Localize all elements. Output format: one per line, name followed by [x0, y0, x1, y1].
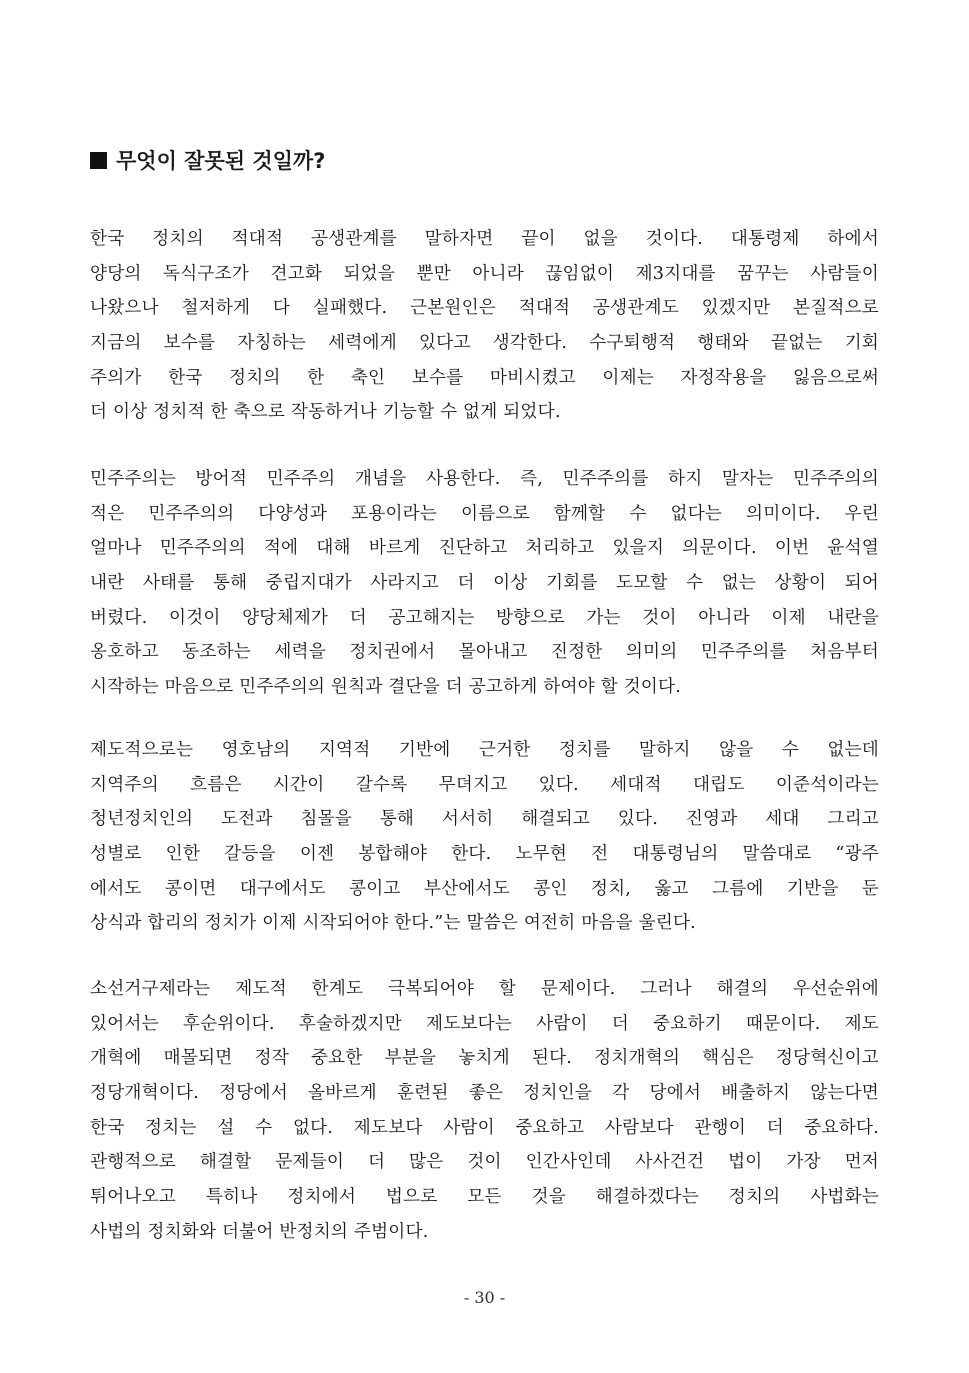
paragraph-line: 한국 정치는 설 수 없다. 제도보다 사람이 중요하고 사람보다 관행이 더 중요하다.	[90, 1117, 879, 1138]
paragraph-line: 튀어나오고 특히나 정치에서 법으로 모든 것을 해결하겠다는 정치의 사법화는	[90, 1187, 879, 1208]
section-heading-text: 무엇이 잘못된 것일까?	[116, 149, 326, 173]
paragraph-line: 청년정치인의 도전과 침몰을 통해 서서히 해결되고 있다. 진영과 세대 그리고	[90, 809, 879, 830]
paragraph-line: 양당의 독식구조가 견고화 되었을 뿐만 아니라 끊임없이 제3지대를 꿈꾸는 사람들이	[90, 263, 879, 284]
paragraph-line: 상식과 합리의 정치가 이제 시작되어야 한다.”는 말씀은 여전히 마음을 울린다.	[90, 913, 696, 934]
paragraph-line: 있어서는 후순위이다. 후술하겠지만 제도보다는 사람이 더 중요하기 때문이다. 제도	[90, 1013, 879, 1034]
paragraph-3	[90, 733, 879, 941]
paragraph-line: 제도적으로는 영호남의 지역적 기반에 근거한 정치를 말하지 않을 수 없는데	[90, 740, 879, 760]
black-square-bullet-icon	[90, 152, 107, 169]
paragraph-line: 얼마나 민주주의의 적에 대해 바르게 진단하고 처리하고 있을지 의문이다. 이번 윤석열	[90, 538, 879, 559]
paragraph-line: 관행적으로 해결할 문제들이 더 많은 것이 인간사인데 사사건건 법이 가장 먼저	[90, 1152, 879, 1173]
paragraph-line: 나왔으나 철저하게 다 실패했다. 근본원인은 적대적 공생관계도 있겠지만 본질적으로	[90, 298, 879, 319]
paragraph-1	[90, 222, 879, 430]
paragraph-line: 버렸다. 이것이 양당체제가 더 공고해지는 방향으로 가는 것이 아니라 이제 내란을	[90, 607, 879, 628]
paragraph-2	[90, 462, 879, 705]
paragraph-line: 더 이상 정치적 한 축으로 작동하거나 기능할 수 없게 되었다.	[90, 402, 561, 423]
paragraph-line: 시작하는 마음으로 민주주의의 원칙과 결단을 더 공고하게 하여야 할 것이다.	[90, 677, 681, 698]
paragraph-line: 옹호하고 동조하는 세력을 정치권에서 몰아내고 진정한 의미의 민주주의를 처음부터	[90, 642, 879, 663]
paragraph-line: 정당개혁이다. 정당에서 올바르게 훈련된 좋은 정치인을 각 당에서 배출하지 않는다면	[90, 1083, 879, 1104]
paragraph-4	[90, 972, 879, 1250]
paragraph-line: 지금의 보수를 자칭하는 세력에게 있다고 생각한다. 수구퇴행적 행태와 끝없는 기회	[90, 333, 879, 354]
paragraph-line: 주의가 한국 정치의 한 축인 보수를 마비시켰고 이제는 자정작용을 잃음으로써	[90, 367, 879, 388]
section-heading	[90, 145, 325, 177]
page-number: - 30 -	[463, 1288, 506, 1307]
paragraph-line: 한국 정치의 적대적 공생관계를 말하자면 끝이 없을 것이다. 대통령제 하에서	[90, 229, 879, 249]
paragraph-line: 지역주의 흐름은 시간이 갈수록 무뎌지고 있다. 세대적 대립도 이준석이라는	[90, 774, 879, 795]
paragraph-line: 개혁에 매몰되면 정작 중요한 부분을 놓치게 된다. 정치개혁의 핵심은 정당혁신이고	[90, 1048, 879, 1069]
paragraph-line: 적은 민주주의의 다양성과 포용이라는 이름으로 함께할 수 없다는 의미이다. 우린	[90, 503, 879, 524]
paragraph-line: 소선거구제라는 제도적 한계도 극복되어야 할 문제이다. 그러나 해결의 우선순위에	[90, 979, 879, 999]
paragraph-line: 사법의 정치화와 더불어 반정치의 주범이다.	[90, 1221, 429, 1242]
paragraph-line: 내란 사태를 통해 중립지대가 사라지고 더 이상 기회를 도모할 수 없는 상황이 되어	[90, 573, 879, 594]
paragraph-line: 에서도 콩이면 대구에서도 콩이고 부산에서도 콩인 정치, 옳고 그름에 기반을 둔	[90, 878, 879, 899]
paragraph-line: 성별로 인한 갈등을 이젠 봉합해야 한다. 노무현 전 대통령님의 말씀대로 “광주	[90, 844, 879, 865]
paragraph-line: 민주주의는 방어적 민주주의 개념을 사용한다. 즉, 민주주의를 하지 말자는 민주주의의	[90, 469, 879, 489]
